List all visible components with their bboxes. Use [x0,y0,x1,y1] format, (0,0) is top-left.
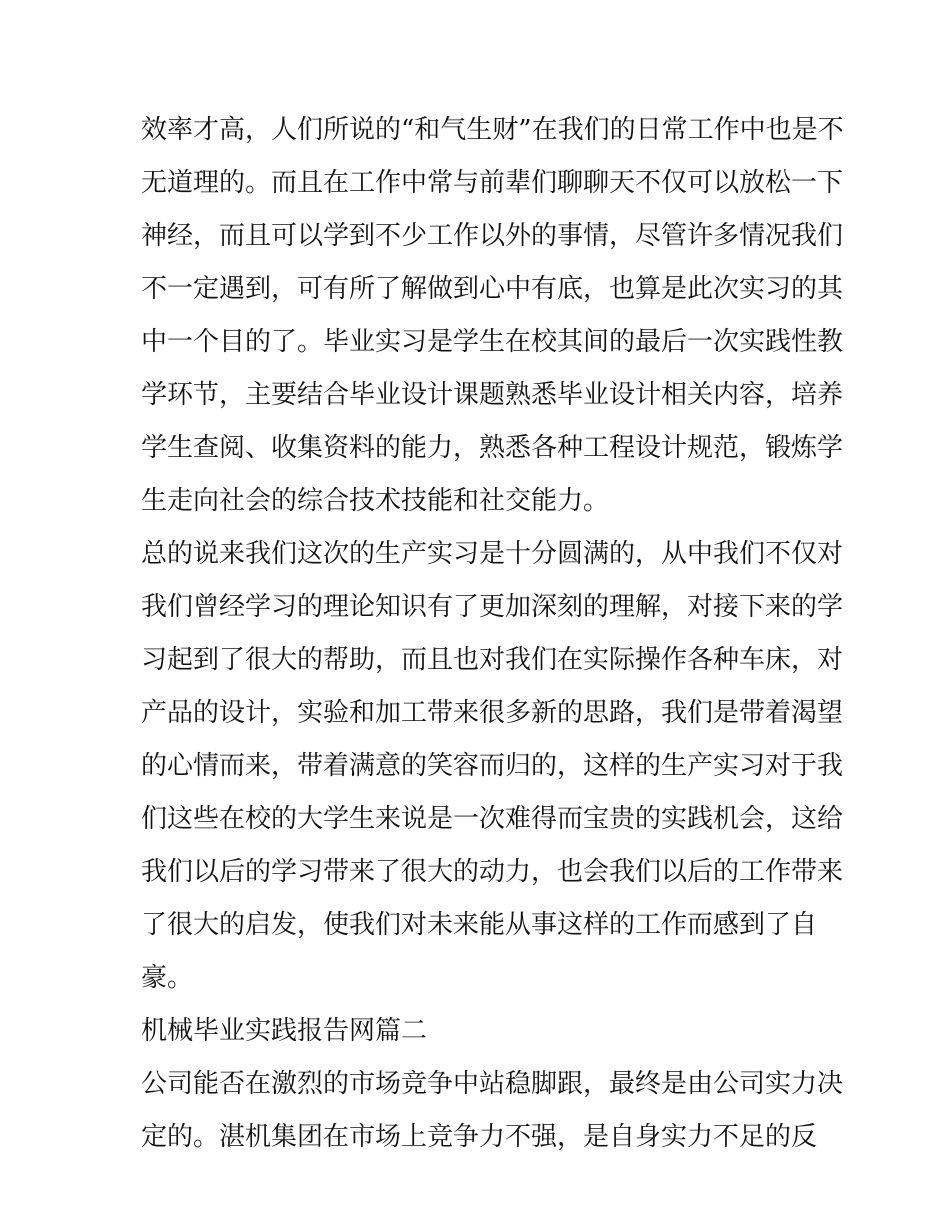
document-body [141,104,844,1164]
text-line: 无道理的。而且在工作中常与前辈们聊聊天不仅可以放松一下 [141,168,844,198]
text-line: 不一定遇到，可有所了解做到心中有底，也算是此次实习的其 [141,274,844,304]
text-line: 豪。 [141,963,194,993]
text-line: 定的。湛机集团在市场上竞争力不强，是自身实力不足的反 [141,1122,818,1152]
text-line: 产品的设计，实验和加工带来很多新的思路，我们是带着渴望 [141,698,844,728]
text-line: 学生查阅、收集资料的能力，熟悉各种工程设计规范，锻炼学 [141,433,844,463]
text-line: 公司能否在激烈的市场竞争中站稳脚跟，最终是由公司实力决 [141,1069,844,1099]
paragraph-company-competition [141,1058,844,1164]
text-line: 我们以后的学习带来了很大的动力，也会我们以后的工作带来 [141,857,844,887]
text-line: 习起到了很大的帮助，而且也对我们在实际操作各种车床，对 [141,645,844,675]
text-line: 神经，而且可以学到不少工作以外的事情，尽管许多情况我们 [141,221,844,251]
paragraph-summary [141,528,844,1005]
text-line: 效率才高，人们所说的“和气生财”在我们的日常工作中也是不 [141,115,844,145]
text-line: 总的说来我们这次的生产实习是十分圆满的，从中我们不仅对 [141,539,844,569]
text-line: 了很大的启发，使我们对未来能从事这样的工作而感到了自 [141,910,818,940]
text-line: 生走向社会的综合技术技能和社交能力。 [141,486,610,516]
paragraph-internship-reflection [141,104,844,528]
text-line: 学环节，主要结合毕业设计课题熟悉毕业设计相关内容，培养 [141,380,844,410]
section-heading: 机械毕业实践报告网篇二 [141,1016,428,1046]
text-line: 的心情而来，带着满意的笑容而归的，这样的生产实习对于我 [141,751,844,781]
text-line: 们这些在校的大学生来说是一次难得而宝贵的实践机会，这给 [141,804,844,834]
text-line: 我们曾经学习的理论知识有了更加深刻的理解，对接下来的学 [141,592,844,622]
text-line: 中一个目的了。毕业实习是学生在校其间的最后一次实践性教 [141,327,844,357]
